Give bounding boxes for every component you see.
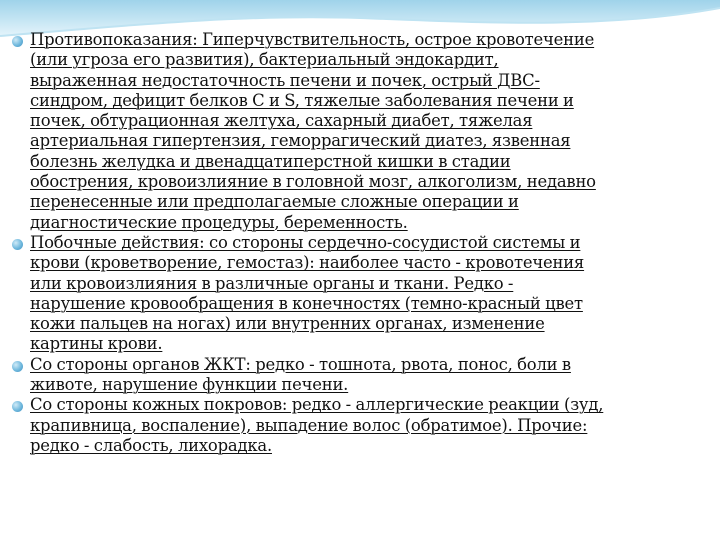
contraindications-line-7: болезнь желудка и двенадцатиперстной кишки в стадии (30, 151, 511, 171)
bullet-list (12, 30, 712, 456)
side-effects-line-5: кожи пальцев на ногах) или внутренних органах, изменение (30, 314, 545, 334)
bullet-contraindications (12, 30, 712, 233)
bullet-skin (12, 395, 712, 456)
contraindications-line-8: обострения, кровоизлияние в головной мозг, алкоголизм, недавно (30, 172, 596, 192)
contraindications-line-9: перенесенные или предполагаемые сложные операции и (30, 192, 519, 212)
skin-line-2: крапивница, воспаление), выпадение волос (обратимое). Прочие: (30, 415, 588, 435)
bullet-gi-tract (12, 355, 712, 396)
bullet-side-effects (12, 233, 712, 355)
contraindications-line-10: диагностические процедуры, беременность. (30, 212, 408, 232)
side-effects-line-2: крови (кроветворение, гемостаз): наиболее часто - кровотечения (30, 253, 585, 273)
bullet-marker-icon (12, 401, 23, 412)
contraindications-line-2: (или угроза его развития), бактериальный эндокардит, (30, 50, 499, 70)
skin-line-1: Со стороны кожных покровов: редко - аллергические реакции (зуд, (30, 395, 604, 415)
side-effects-line-3: или кровоизлияния в различные органы и ткани. Редко - (30, 273, 514, 293)
side-effects-line-1: Побочные действия: со стороны сердечно-сосудистой системы и (30, 232, 581, 252)
contraindications-line-6: артериальная гипертензия, геморрагический диатез, язвенная (30, 131, 571, 151)
bullet-marker-icon (12, 361, 23, 372)
gi-tract-line-1: Со стороны органов ЖКТ: редко - тошнота, рвота, понос, боли в (30, 354, 571, 374)
contraindications-line-3: выраженная недостаточность печени и почек, острый ДВС- (30, 70, 540, 90)
gi-tract-line-2: животе, нарушение функции печени. (30, 375, 349, 395)
contraindications-line-4: синдром, дефицит белков С и S, тяжелые заболевания печени и (30, 90, 574, 110)
contraindications-line-1: Противопоказания: Гиперчувствительность, острое кровотечение (30, 30, 595, 49)
side-effects-line-6: картины крови. (30, 334, 163, 354)
skin-line-3: редко - слабость, лихорадка. (30, 435, 272, 455)
side-effects-line-4: нарушение кровообращения в конечностях (темно-красный цвет (30, 293, 583, 313)
bullet-marker-icon (12, 36, 23, 47)
bullet-marker-icon (12, 239, 23, 250)
contraindications-line-5: почек, обтурационная желтуха, сахарный диабет, тяжелая (30, 111, 533, 131)
